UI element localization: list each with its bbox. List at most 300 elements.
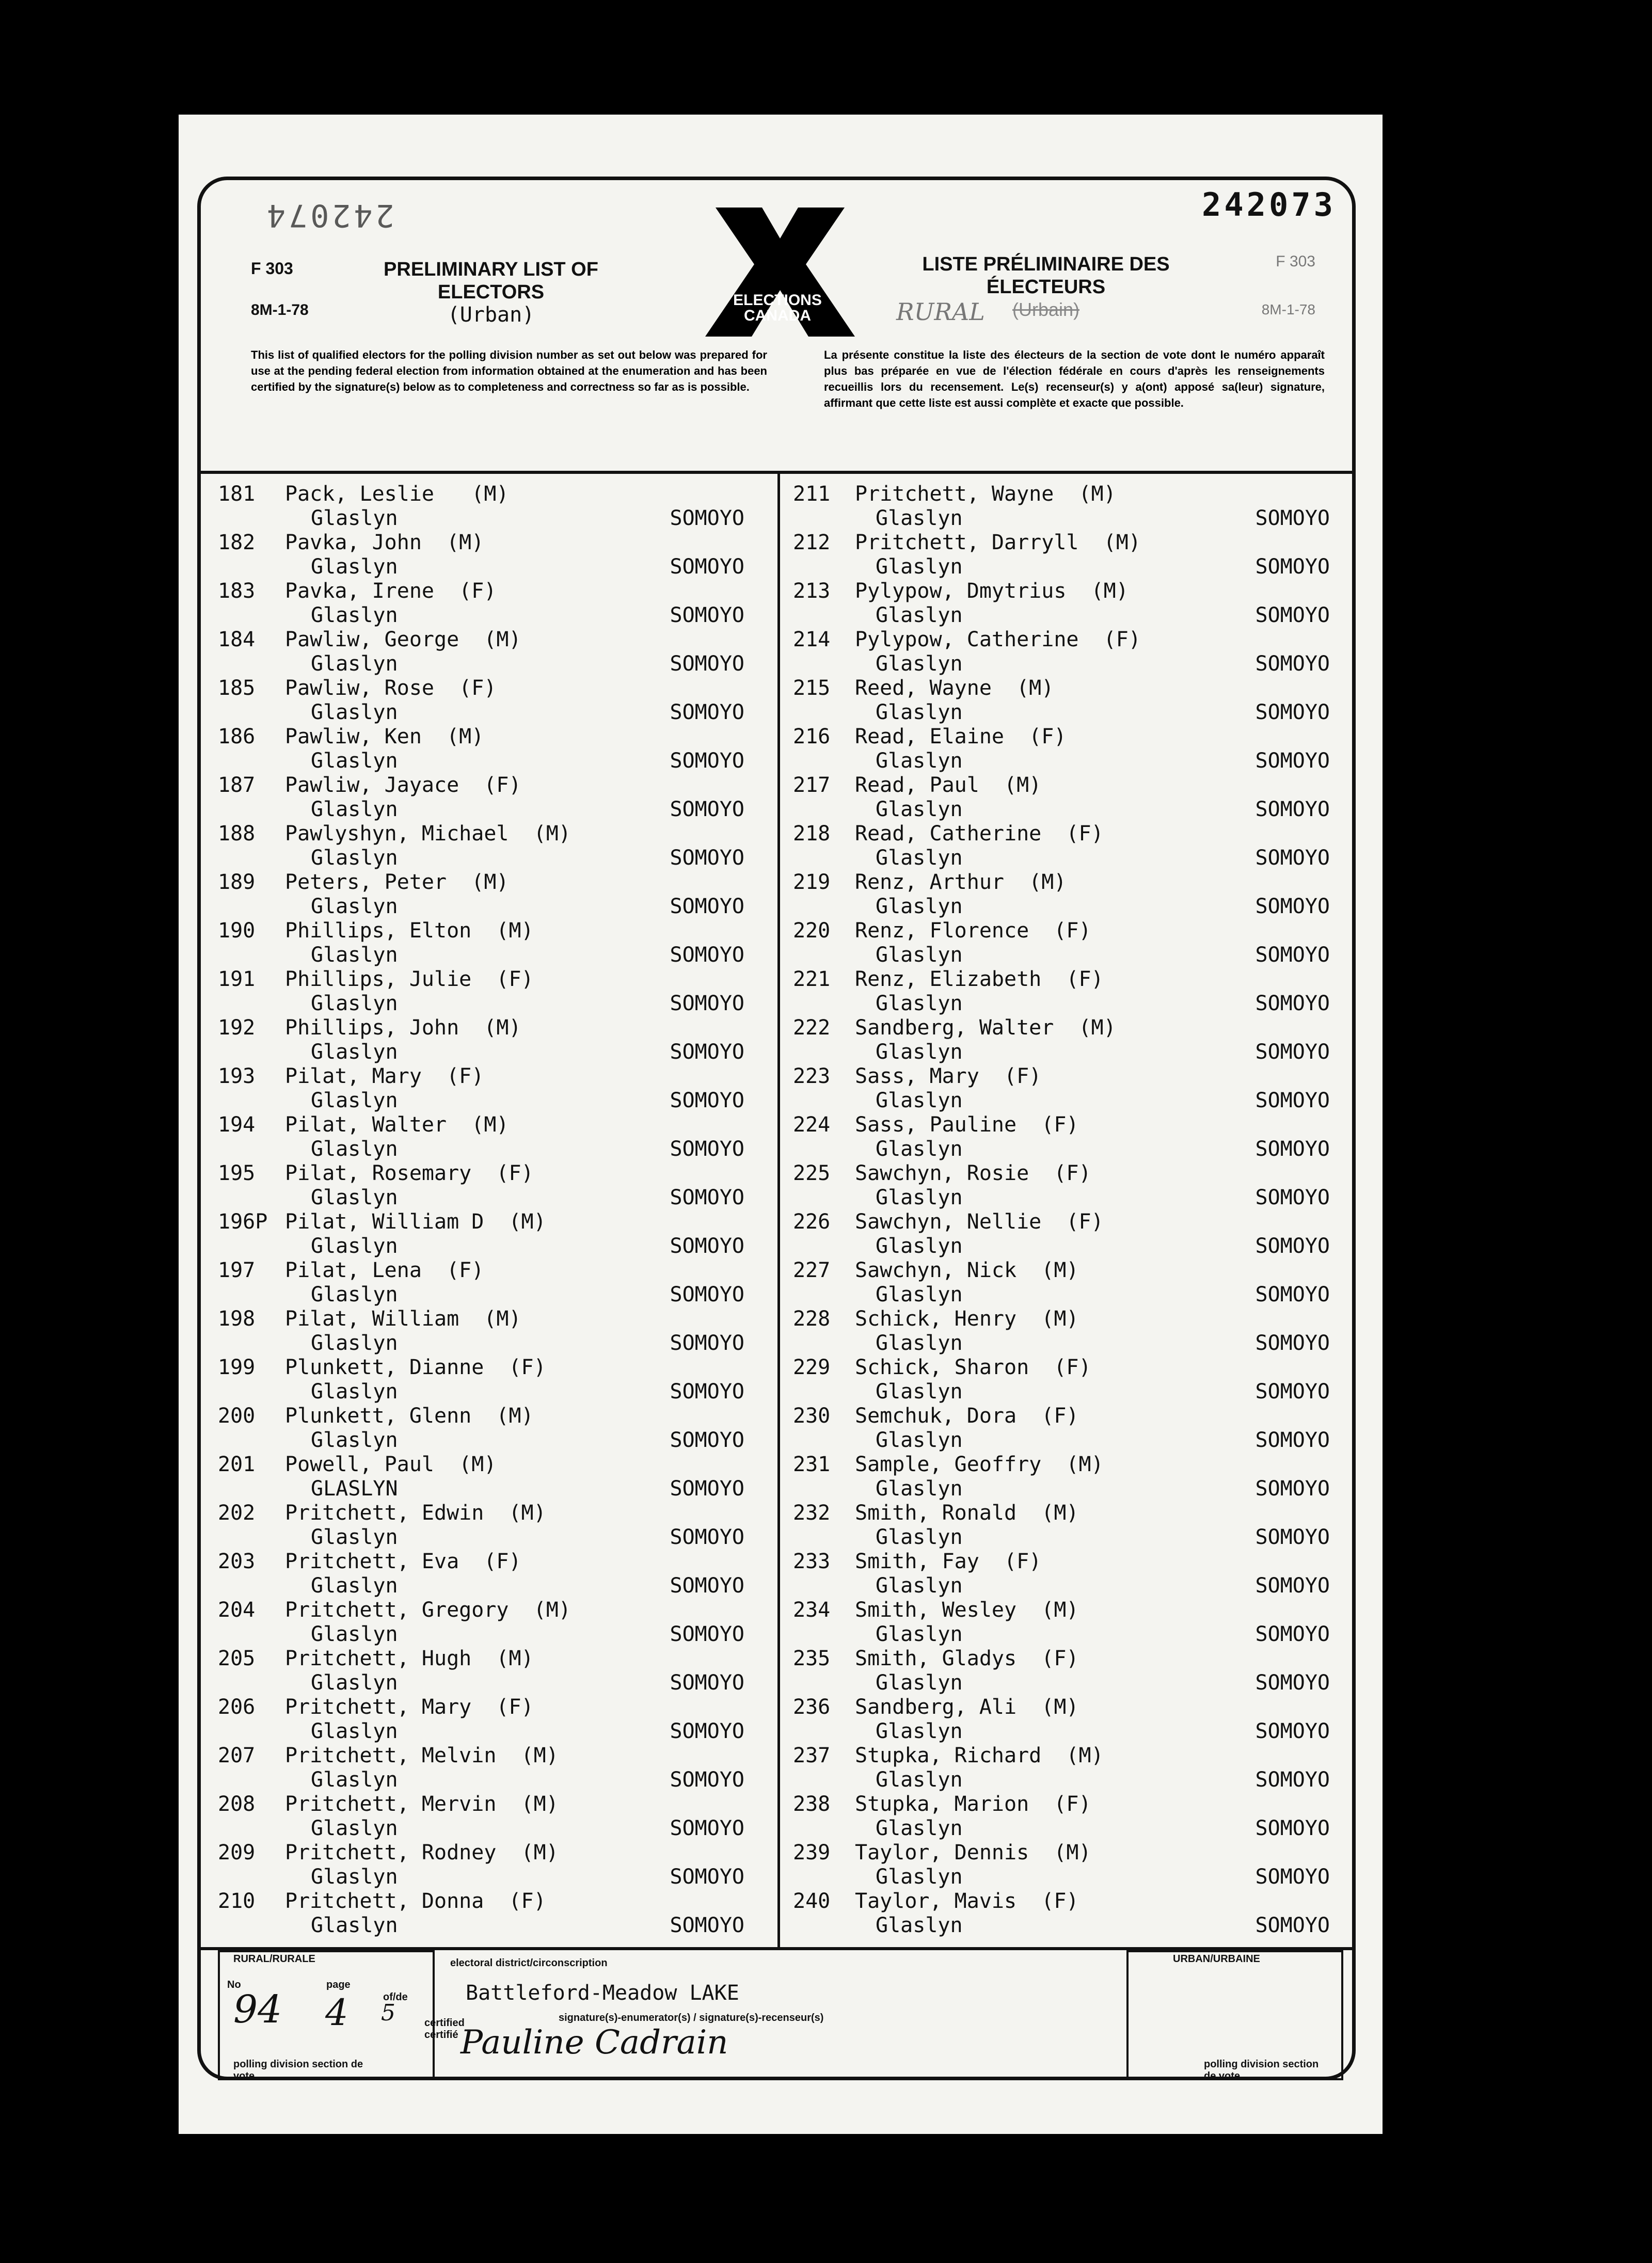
elector-name: Powell, Paul (M) <box>285 1453 497 1476</box>
elector-number: 221 <box>793 967 831 991</box>
handwritten-rural-note: RURAL <box>896 298 985 326</box>
elector-number: 202 <box>218 1501 256 1525</box>
elector-number: 212 <box>793 531 831 554</box>
signature-label: signature(s)-enumerator(s) / signature(s)-recenseur(s) <box>559 2012 824 2023</box>
elector-polling-place: SOMOYO <box>1255 1574 1330 1598</box>
elector-residence: Glaslyn <box>876 1428 963 1452</box>
polling-division-label: polling division section de vote <box>233 2059 363 2082</box>
elector-name: Read, Catherine (F) <box>855 822 1104 846</box>
elector-residence: Glaslyn <box>311 1525 398 1549</box>
elector-entry <box>793 1113 1340 1161</box>
elector-number: 216 <box>793 725 831 748</box>
elector-name: Pilat, William D (M) <box>285 1210 546 1234</box>
elector-number: 182 <box>218 531 256 554</box>
elector-entry <box>793 1210 1340 1258</box>
elector-number: 217 <box>793 773 831 797</box>
elector-name: Sass, Pauline (F) <box>855 1113 1079 1137</box>
elector-residence: Glaslyn <box>876 652 963 676</box>
elector-residence: Glaslyn <box>876 1914 963 1937</box>
elector-polling-place: SOMOYO <box>670 555 744 579</box>
elector-entry <box>218 1695 765 1744</box>
elector-residence: Glaslyn <box>311 506 398 530</box>
intro-text-english: This list of qualified electors for the polling division number as set out below was prepared for use at the pending federal election from information obtained at the enumeration and has been certified by the signature(s) below as to completeness and correctness so far as is possible. <box>251 348 767 393</box>
elector-entry <box>793 725 1340 773</box>
elector-number: 231 <box>793 1453 831 1476</box>
elector-name: Sample, Geoffry (M) <box>855 1453 1104 1476</box>
elector-residence: Glaslyn <box>311 1622 398 1646</box>
elector-polling-place: SOMOYO <box>1255 1719 1330 1743</box>
elector-entry <box>218 1792 765 1841</box>
elector-residence: Glaslyn <box>311 1089 398 1112</box>
elector-entry <box>218 676 765 725</box>
elector-entry <box>218 1016 765 1064</box>
elector-number: 204 <box>218 1598 256 1622</box>
elector-number: 232 <box>793 1501 831 1525</box>
elector-entry <box>218 531 765 579</box>
elector-name: Pritchett, Donna (F) <box>285 1889 546 1913</box>
elector-polling-place: SOMOYO <box>1255 652 1330 676</box>
elector-residence: Glaslyn <box>311 1137 398 1161</box>
elector-polling-place: SOMOYO <box>670 1477 744 1501</box>
elector-name: Pritchett, Eva (F) <box>285 1550 521 1573</box>
elector-entry <box>218 1501 765 1550</box>
elector-residence: Glaslyn <box>311 1865 398 1889</box>
elector-number: 220 <box>793 919 831 943</box>
elector-residence: Glaslyn <box>876 1040 963 1064</box>
elector-polling-place: SOMOYO <box>1255 1234 1330 1258</box>
logo-text-line1: ELECTIONS <box>733 292 822 309</box>
elector-residence: Glaslyn <box>876 1186 963 1209</box>
elector-residence: Glaslyn <box>876 700 963 724</box>
elector-polling-place: SOMOYO <box>1255 749 1330 773</box>
elector-residence: Glaslyn <box>876 1525 963 1549</box>
page-label: page <box>326 1979 351 1990</box>
elector-residence: Glaslyn <box>876 1283 963 1306</box>
elector-polling-place: SOMOYO <box>1255 1671 1330 1695</box>
elector-name: Read, Elaine (F) <box>855 725 1067 748</box>
elector-polling-place: SOMOYO <box>1255 1331 1330 1355</box>
elector-residence: Glaslyn <box>876 1719 963 1743</box>
elector-name: Phillips, John (M) <box>285 1016 521 1040</box>
elector-entry <box>793 1841 1340 1889</box>
elector-name: Sawchyn, Rosie (F) <box>855 1161 1091 1185</box>
elector-polling-place: SOMOYO <box>670 1719 744 1743</box>
elector-residence: Glaslyn <box>876 1234 963 1258</box>
elector-entry <box>218 1113 765 1161</box>
elector-name: Smith, Wesley (M) <box>855 1598 1079 1622</box>
form-date-fr: 8M-1-78 <box>1261 301 1315 317</box>
elector-number: 228 <box>793 1307 831 1331</box>
elector-residence: Glaslyn <box>876 1768 963 1792</box>
elector-number: 223 <box>793 1064 831 1088</box>
elector-residence: Glaslyn <box>876 992 963 1015</box>
elector-polling-place: SOMOYO <box>670 1186 744 1209</box>
elector-polling-place: SOMOYO <box>1255 1865 1330 1889</box>
elector-name: Sawchyn, Nellie (F) <box>855 1210 1104 1234</box>
elector-entry <box>793 870 1340 919</box>
elector-residence: Glaslyn <box>876 555 963 579</box>
elector-residence: Glaslyn <box>876 1089 963 1112</box>
elector-residence: Glaslyn <box>876 846 963 870</box>
elector-number: 239 <box>793 1841 831 1864</box>
elector-name: Pilat, William (M) <box>285 1307 521 1331</box>
elector-entry <box>218 1161 765 1210</box>
elector-polling-place: SOMOYO <box>670 1331 744 1355</box>
elector-number: 187 <box>218 773 256 797</box>
elector-polling-place: SOMOYO <box>670 798 744 821</box>
elector-residence: Glaslyn <box>876 1331 963 1355</box>
elector-polling-place: SOMOYO <box>1255 1089 1330 1112</box>
elector-residence: Glaslyn <box>311 1283 398 1306</box>
elector-residence: Glaslyn <box>311 895 398 918</box>
elector-residence: Glaslyn <box>311 943 398 967</box>
elector-entry <box>218 1404 765 1453</box>
divider-middle <box>777 471 780 1947</box>
elector-residence: Glaslyn <box>311 798 398 821</box>
elector-number: 240 <box>793 1889 831 1913</box>
elector-name: Smith, Ronald (M) <box>855 1501 1079 1525</box>
form-date: 8M-1-78 <box>251 301 309 318</box>
elector-entry <box>793 1064 1340 1113</box>
form-code: F 303 <box>251 259 293 278</box>
elector-residence: Glaslyn <box>311 1671 398 1695</box>
urban-label: URBAN/URBAINE <box>1173 1953 1260 1965</box>
form-code-fr: F 303 <box>1276 253 1315 270</box>
elector-name: Sandberg, Ali (M) <box>855 1695 1079 1719</box>
elector-polling-place: SOMOYO <box>1255 1040 1330 1064</box>
elector-number: 236 <box>793 1695 831 1719</box>
elector-polling-place: SOMOYO <box>670 1380 744 1404</box>
elector-number: 185 <box>218 676 256 700</box>
elector-polling-place: SOMOYO <box>670 1525 744 1549</box>
elector-entry <box>793 1453 1340 1501</box>
elector-polling-place: SOMOYO <box>670 700 744 724</box>
elector-name: Pawliw, Jayace (F) <box>285 773 521 797</box>
elector-number: 198 <box>218 1307 256 1331</box>
elector-polling-place: SOMOYO <box>670 1671 744 1695</box>
elector-entry <box>793 1404 1340 1453</box>
elector-polling-place: SOMOYO <box>1255 1622 1330 1646</box>
elector-entry <box>793 822 1340 870</box>
elector-number: 210 <box>218 1889 256 1913</box>
elector-name: Pritchett, Mervin (M) <box>285 1792 559 1816</box>
elector-entry <box>218 1647 765 1695</box>
title-en-line1: PRELIMINARY LIST OF <box>384 259 598 280</box>
elector-residence: Glaslyn <box>311 1719 398 1743</box>
document-number: 242073 <box>1202 186 1336 224</box>
elector-name: Sandberg, Walter (M) <box>855 1016 1116 1040</box>
elector-name: Pylypow, Catherine (F) <box>855 628 1141 651</box>
elector-name: Taylor, Mavis (F) <box>855 1889 1079 1913</box>
elector-entry <box>218 773 765 822</box>
elector-polling-place: SOMOYO <box>670 1574 744 1598</box>
elector-polling-place: SOMOYO <box>670 1865 744 1889</box>
elector-number: 229 <box>793 1356 831 1379</box>
elector-name: Reed, Wayne (M) <box>855 676 1054 700</box>
elector-residence: Glaslyn <box>876 506 963 530</box>
elector-polling-place: SOMOYO <box>670 1234 744 1258</box>
elector-number: 188 <box>218 822 256 846</box>
elector-number: 209 <box>218 1841 256 1864</box>
elector-entry <box>793 482 1340 531</box>
elector-residence: Glaslyn <box>311 1816 398 1840</box>
elector-residence: Glaslyn <box>876 1380 963 1404</box>
elector-entry <box>218 1064 765 1113</box>
elector-polling-place: SOMOYO <box>670 1428 744 1452</box>
elector-residence: Glaslyn <box>311 1428 398 1452</box>
elector-number: 211 <box>793 482 831 506</box>
elector-polling-place: SOMOYO <box>1255 798 1330 821</box>
elector-entry <box>793 773 1340 822</box>
elector-number: 207 <box>218 1744 256 1767</box>
elector-number: 213 <box>793 579 831 603</box>
elector-number: 219 <box>793 870 831 894</box>
elector-residence: Glaslyn <box>311 700 398 724</box>
elector-residence: Glaslyn <box>876 1671 963 1695</box>
polling-division-label-right: polling division section de vote <box>1204 2059 1319 2082</box>
elector-entry <box>218 1307 765 1356</box>
elector-residence: Glaslyn <box>311 555 398 579</box>
elector-residence: Glaslyn <box>311 1234 398 1258</box>
elector-polling-place: SOMOYO <box>1255 1428 1330 1452</box>
elector-entry <box>793 1356 1340 1404</box>
elector-name: Pawlyshyn, Michael (M) <box>285 822 571 846</box>
elector-name: Plunkett, Dianne (F) <box>285 1356 546 1379</box>
elector-number: 186 <box>218 725 256 748</box>
elector-polling-place: SOMOYO <box>670 846 744 870</box>
elector-number: 203 <box>218 1550 256 1573</box>
elector-name: Pritchett, Melvin (M) <box>285 1744 559 1767</box>
electors-column-right <box>793 482 1340 1938</box>
elector-entry <box>218 1453 765 1501</box>
elector-number: 184 <box>218 628 256 651</box>
elector-polling-place: SOMOYO <box>670 506 744 530</box>
intro-text-french: La présente constitue la liste des électeurs de la section de vote dont le numéro apparaît plus bas préparée en vue de l'élection fédérale en cours d'après les renseignements recueillis lors du recensement. Le(s) recenseur(s) y a(ont) apposé sa(leur) signature, affirmant que cette liste est aussi complète et exacte que possible. <box>824 348 1325 409</box>
elector-number: 206 <box>218 1695 256 1719</box>
elector-residence: Glaslyn <box>311 1186 398 1209</box>
elector-number: 190 <box>218 919 256 943</box>
title-en-line2: ELECTORS <box>437 281 545 303</box>
elector-name: Renz, Arthur (M) <box>855 870 1067 894</box>
electors-list-sheet <box>179 115 1383 2134</box>
elector-entry <box>793 1889 1340 1938</box>
title-english <box>357 258 625 326</box>
elector-entry <box>218 725 765 773</box>
title-fr-sub: (Urbain) <box>1012 299 1080 320</box>
elector-polling-place: SOMOYO <box>670 1768 744 1792</box>
elector-name: Pavka, Irene (F) <box>285 579 497 603</box>
electoral-district-value: Battleford-Meadow LAKE <box>466 1981 739 2005</box>
elector-number: 224 <box>793 1113 831 1137</box>
elector-polling-place: SOMOYO <box>1255 1768 1330 1792</box>
elector-polling-place: SOMOYO <box>1255 992 1330 1015</box>
elector-polling-place: SOMOYO <box>1255 700 1330 724</box>
elector-entry <box>218 1889 765 1938</box>
elector-entry <box>793 1161 1340 1210</box>
elector-polling-place: SOMOYO <box>1255 506 1330 530</box>
elector-name: Read, Paul (M) <box>855 773 1042 797</box>
elector-name: Pilat, Walter (M) <box>285 1113 509 1137</box>
elector-name: Pritchett, Gregory (M) <box>285 1598 571 1622</box>
enumerator-signature <box>455 2012 868 2069</box>
elector-polling-place: SOMOYO <box>670 1089 744 1112</box>
elector-entry <box>793 1647 1340 1695</box>
logo-text-line2: CANADA <box>744 307 811 324</box>
elector-name: Semchuk, Dora (F) <box>855 1404 1079 1428</box>
elector-residence: Glaslyn <box>311 652 398 676</box>
elector-residence: Glaslyn <box>311 1914 398 1937</box>
elector-number: 215 <box>793 676 831 700</box>
elector-entry <box>793 531 1340 579</box>
page-of-number: 5 <box>381 2000 395 2026</box>
elector-name: Pack, Leslie (M) <box>285 482 509 506</box>
elector-number: 193 <box>218 1064 256 1088</box>
elector-polling-place: SOMOYO <box>1255 895 1330 918</box>
elector-polling-place: SOMOYO <box>1255 943 1330 967</box>
elector-residence: Glaslyn <box>876 1477 963 1501</box>
elector-name: Pritchett, Hugh (M) <box>285 1647 534 1670</box>
elector-residence: Glaslyn <box>311 992 398 1015</box>
elector-residence: Glaslyn <box>311 1331 398 1355</box>
elector-entry <box>218 628 765 676</box>
elector-name: Schick, Henry (M) <box>855 1307 1079 1331</box>
elector-residence: Glaslyn <box>876 1865 963 1889</box>
elector-polling-place: SOMOYO <box>1255 1477 1330 1501</box>
elector-polling-place: SOMOYO <box>1255 1380 1330 1404</box>
elector-name: Pritchett, Darryll (M) <box>855 531 1141 554</box>
elector-number: 230 <box>793 1404 831 1428</box>
elector-entry <box>793 1016 1340 1064</box>
elector-entry <box>793 1695 1340 1744</box>
elector-number: 196P <box>218 1210 268 1234</box>
elector-polling-place: SOMOYO <box>670 1622 744 1646</box>
elector-number: 181 <box>218 482 256 506</box>
elector-residence: Glaslyn <box>876 1622 963 1646</box>
elector-name: Pritchett, Rodney (M) <box>285 1841 559 1864</box>
elector-polling-place: SOMOYO <box>1255 1283 1330 1306</box>
elector-number: 195 <box>218 1161 256 1185</box>
elector-number: 227 <box>793 1258 831 1282</box>
elector-number: 222 <box>793 1016 831 1040</box>
elector-polling-place: SOMOYO <box>670 1816 744 1840</box>
title-fr-line2: ÉLECTEURS <box>986 276 1106 298</box>
elector-name: Phillips, Elton (M) <box>285 919 534 943</box>
elector-entry <box>793 1792 1340 1841</box>
elector-number: 197 <box>218 1258 256 1282</box>
elector-residence: Glaslyn <box>876 895 963 918</box>
elector-polling-place: SOMOYO <box>670 992 744 1015</box>
elector-name: Pritchett, Wayne (M) <box>855 482 1116 506</box>
elector-polling-place: SOMOYO <box>670 1040 744 1064</box>
elector-number: 234 <box>793 1598 831 1622</box>
elector-name: Pawliw, Rose (F) <box>285 676 497 700</box>
elector-number: 233 <box>793 1550 831 1573</box>
elector-name: Pylypow, Dmytrius (M) <box>855 579 1129 603</box>
polling-no-label: No <box>227 1979 241 1990</box>
rural-label: RURAL/RURALE <box>233 1953 315 1965</box>
elector-residence: Glaslyn <box>876 749 963 773</box>
elector-entry <box>793 579 1340 628</box>
elector-name: Peters, Peter (M) <box>285 870 509 894</box>
elector-polling-place: SOMOYO <box>1255 1914 1330 1937</box>
elector-name: Pilat, Mary (F) <box>285 1064 484 1088</box>
elector-entry <box>218 1210 765 1258</box>
elector-residence: Glaslyn <box>311 846 398 870</box>
elector-entry <box>793 1598 1340 1647</box>
elector-entry <box>218 1356 765 1404</box>
elector-polling-place: SOMOYO <box>1255 1525 1330 1549</box>
elector-residence: Glaslyn <box>311 1574 398 1598</box>
elector-residence: Glaslyn <box>311 603 398 627</box>
elector-residence: Glaslyn <box>876 798 963 821</box>
elector-entry <box>218 1598 765 1647</box>
elector-entry <box>793 1550 1340 1598</box>
elector-residence: Glaslyn <box>311 1040 398 1064</box>
elector-residence: Glaslyn <box>311 749 398 773</box>
elector-polling-place: SOMOYO <box>1255 846 1330 870</box>
elector-number: 237 <box>793 1744 831 1767</box>
elector-name: Sawchyn, Nick (M) <box>855 1258 1079 1282</box>
elector-residence: Glaslyn <box>311 1768 398 1792</box>
elector-residence: Glaslyn <box>876 943 963 967</box>
elector-name: Renz, Elizabeth (F) <box>855 967 1104 991</box>
elector-entry <box>793 1307 1340 1356</box>
elector-name: Schick, Sharon (F) <box>855 1356 1091 1379</box>
electors-column-left <box>218 482 765 1938</box>
elector-number: 214 <box>793 628 831 651</box>
elector-number: 225 <box>793 1161 831 1185</box>
elector-name: Sass, Mary (F) <box>855 1064 1042 1088</box>
elector-name: Pritchett, Edwin (M) <box>285 1501 546 1525</box>
elector-entry <box>218 482 765 531</box>
elector-polling-place: SOMOYO <box>670 652 744 676</box>
svg-text:Pauline Cadrain: Pauline Cadrain <box>460 2023 728 2062</box>
elector-polling-place: SOMOYO <box>670 749 744 773</box>
elector-number: 183 <box>218 579 256 603</box>
elector-number: 218 <box>793 822 831 846</box>
elector-entry <box>218 1841 765 1889</box>
elector-residence: Glaslyn <box>876 1137 963 1161</box>
elector-entry <box>793 676 1340 725</box>
elector-number: 205 <box>218 1647 256 1670</box>
divider-top <box>197 471 1356 474</box>
elector-polling-place: SOMOYO <box>1255 555 1330 579</box>
elector-name: Pavka, John (M) <box>285 531 484 554</box>
elector-entry <box>793 1744 1340 1792</box>
elector-polling-place: SOMOYO <box>670 1137 744 1161</box>
elector-polling-place: SOMOYO <box>670 603 744 627</box>
elector-polling-place: SOMOYO <box>1255 1186 1330 1209</box>
elector-residence: Glaslyn <box>876 1574 963 1598</box>
elector-polling-place: SOMOYO <box>670 943 744 967</box>
form-footer <box>197 1950 1356 2080</box>
elector-entry <box>793 1501 1340 1550</box>
elector-residence: Glaslyn <box>311 1380 398 1404</box>
elector-name: Stupka, Richard (M) <box>855 1744 1104 1767</box>
elector-name: Pritchett, Mary (F) <box>285 1695 534 1719</box>
elector-residence: Glaslyn <box>876 603 963 627</box>
elector-polling-place: SOMOYO <box>670 1914 744 1937</box>
elector-name: Smith, Gladys (F) <box>855 1647 1079 1670</box>
elector-number: 201 <box>218 1453 256 1476</box>
elector-entry <box>793 1258 1340 1307</box>
elector-number: 194 <box>218 1113 256 1137</box>
elector-polling-place: SOMOYO <box>670 895 744 918</box>
title-fr-line1: LISTE PRÉLIMINAIRE DES <box>922 253 1170 275</box>
elector-number: 199 <box>218 1356 256 1379</box>
elector-number: 192 <box>218 1016 256 1040</box>
title-en-sub: (Urban) <box>447 303 535 327</box>
